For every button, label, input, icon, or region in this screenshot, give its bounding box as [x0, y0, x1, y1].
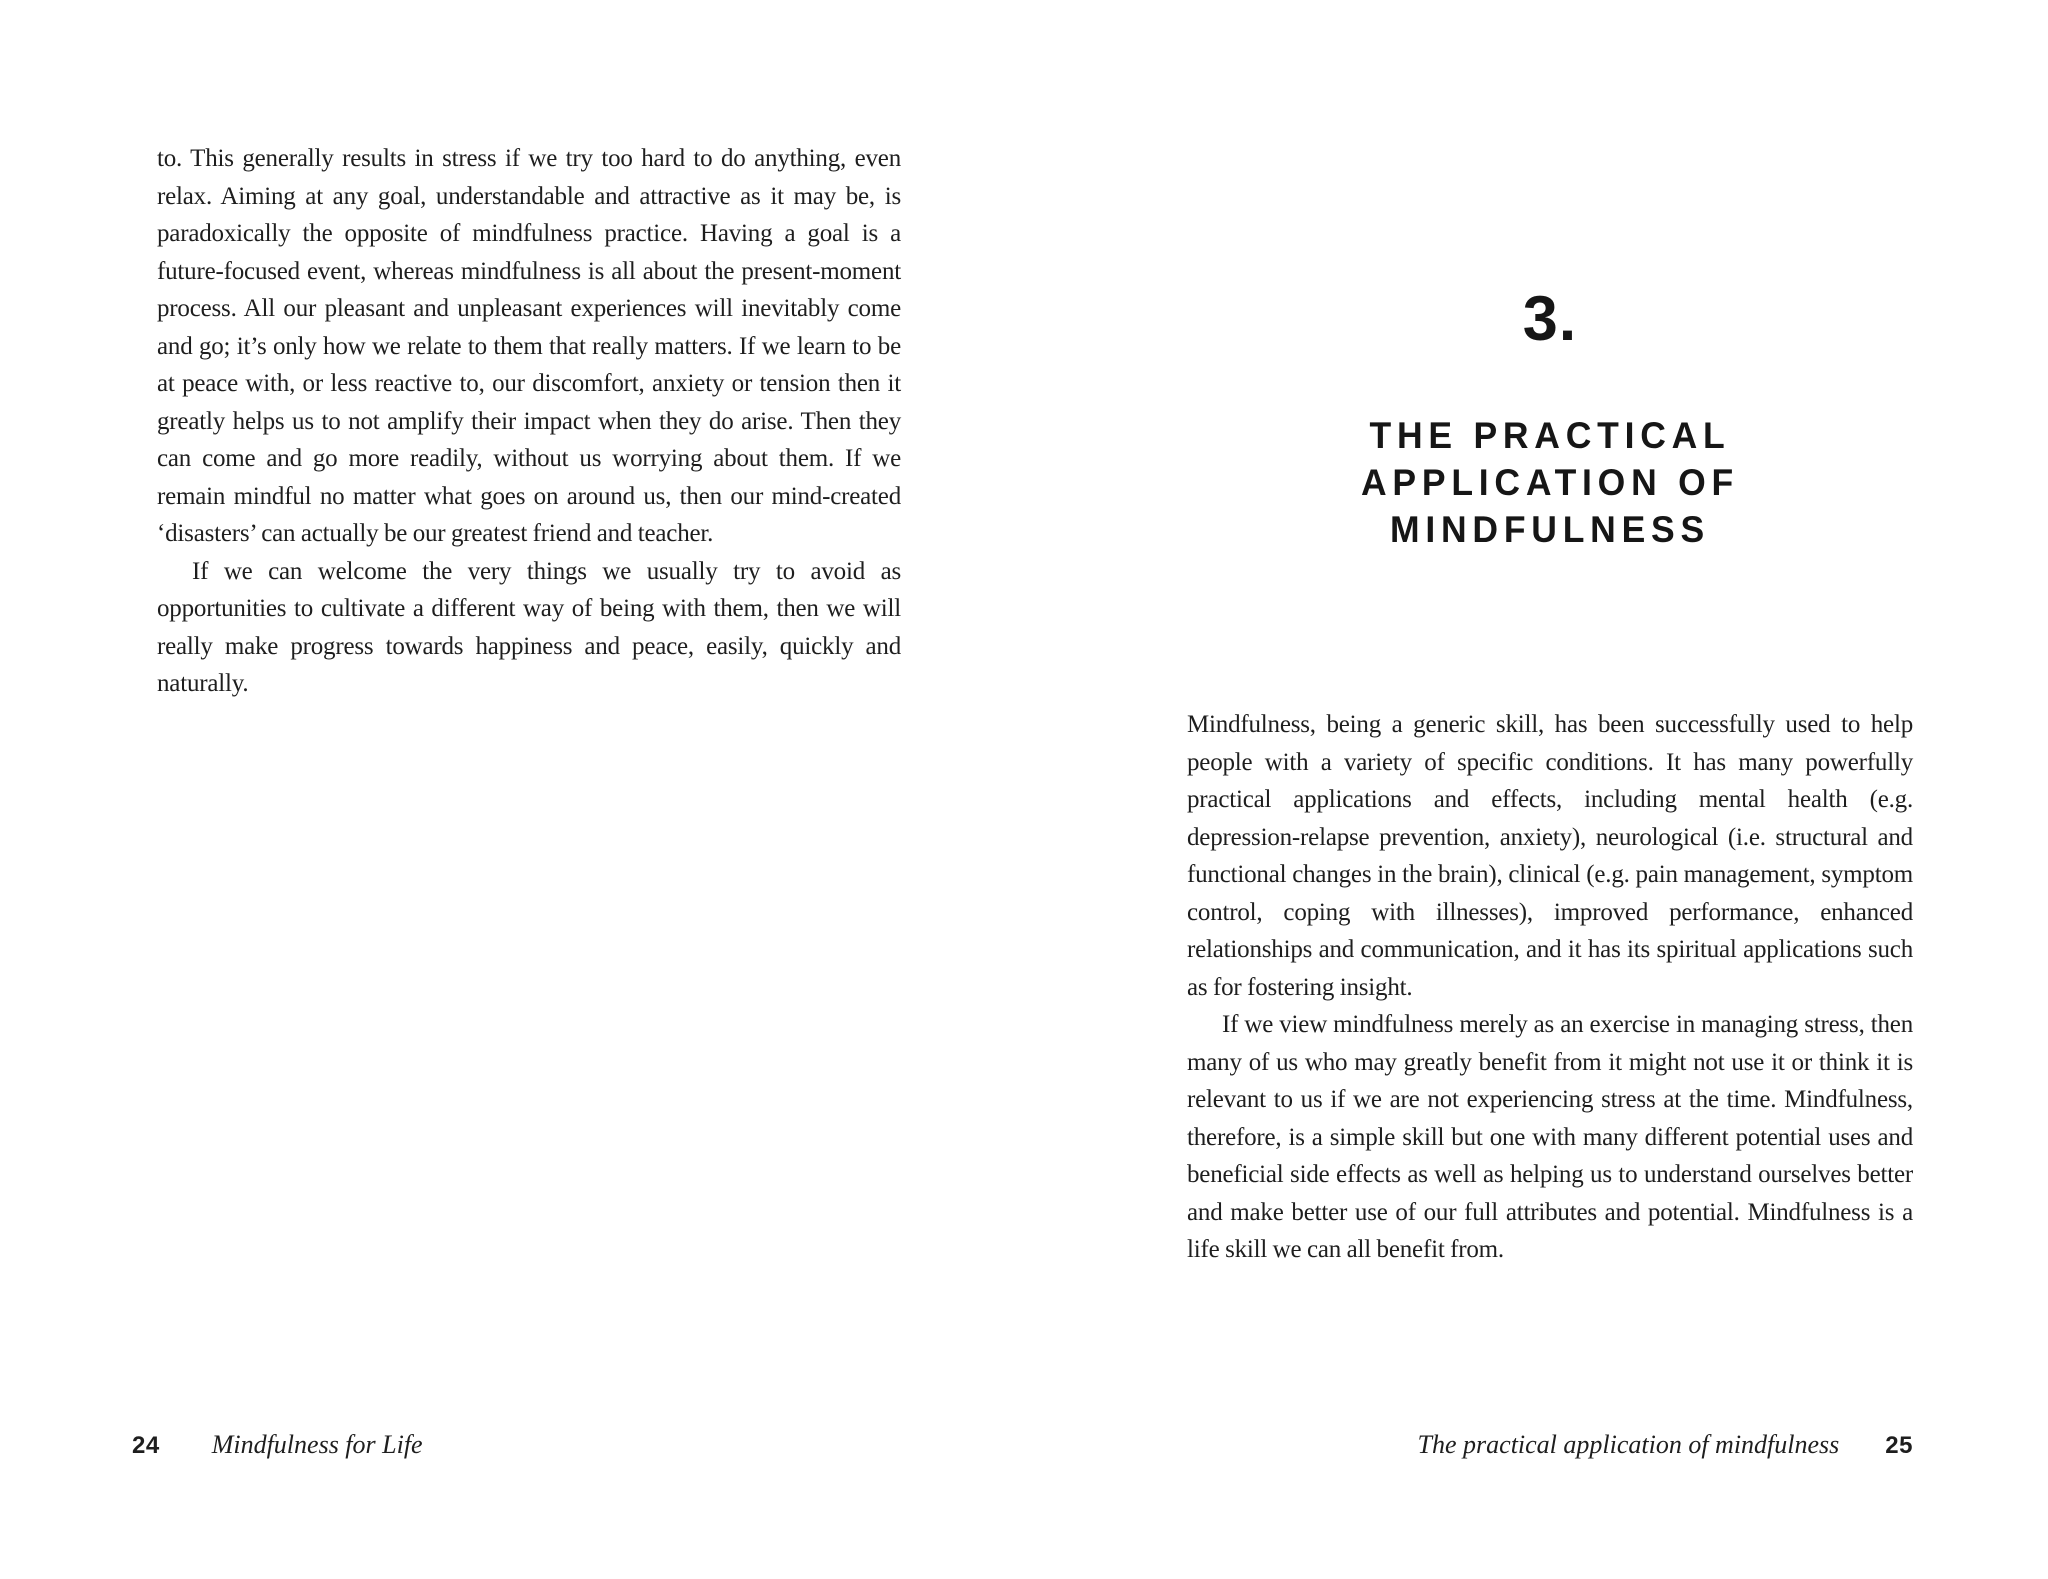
footer-running-title: Mindfulness for Life — [211, 1430, 423, 1459]
footer-page-number: 24 — [132, 1432, 160, 1459]
chapter-number: 3. — [1522, 284, 1578, 354]
chapter-title-line: THE PRACTICAL — [1369, 415, 1731, 456]
body-paragraph: If we can welcome the very things we usually try to avoid as opportunities to cultivate a different way of being with them, then we will really make progress towards happiness and peace, easily, quickly and naturally. — [157, 557, 901, 697]
right-page-body — [1187, 706, 1913, 1269]
page-right — [1024, 0, 2048, 1579]
right-page-footer — [1418, 1430, 1913, 1460]
footer-page-number: 25 — [1885, 1432, 1913, 1459]
chapter-title — [1202, 412, 1899, 553]
body-paragraph: Mindfulness, being a generic skill, has been successfully used to help people with a variety of specific conditions. It has many powerfully practical applications and effects, including mental health (e.g. depression-relapse prevention, anxiety), neurological (i.e. structural and functional changes in the brain), clinical (e.g. pain management, symptom control, coping with illnesses), improved performance, enhanced relationships and communication, and it has its spiritual applications such as for fostering insight. — [1187, 711, 1913, 1001]
body-paragraph: If we view mindfulness merely as an exercise in managing stress, then many of us who may greatly benefit from it might not use it or think it is relevant to us if we are not experiencing stress at the time. Mindfulness, therefore, is a simple skill but one with many different potential uses and beneficial side effects as well as helping us to understand ourselves better and make better use of our full attributes and potential. Mindfulness is a life skill we can all benefit from. — [1187, 1011, 1913, 1263]
footer-running-title: The practical application of mindfulness — [1417, 1430, 1840, 1459]
body-paragraph: to. This generally results in stress if we try too hard to do anything, even relax. Aiming at any goal, understandable and attractive as it may be, is paradoxically the opposite of mindfulness practice. Having a goal is a future-focused event, whereas mindfulness is all about the present-moment process. All our pleasant and unpleasant experiences will inevitably come and go; it’s only how we relate to them that really matters. If we learn to be at peace with, or less reactive to, our discomfort, anxiety or tension then it greatly helps us to not amplify their impact when they do arise. Then they can come and go more readily, without us worrying about them. If we remain mindful no matter what goes on around us, then our mind-created ‘disasters’ can actually be our greatest friend and teacher. — [157, 145, 901, 547]
left-page-footer — [132, 1430, 423, 1460]
left-page-body — [157, 140, 901, 703]
chapter-title-line: APPLICATION OF — [1361, 462, 1739, 503]
chapter-title-line: MINDFULNESS — [1390, 509, 1710, 550]
